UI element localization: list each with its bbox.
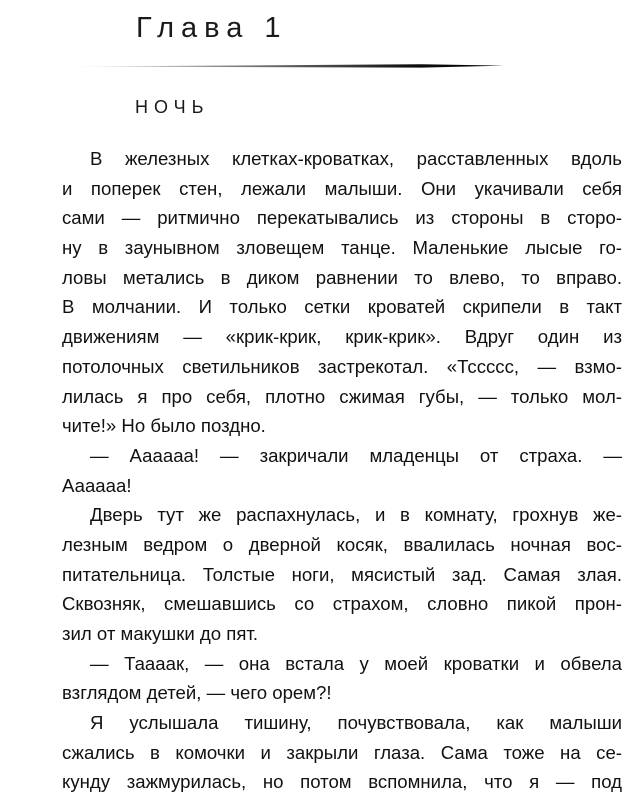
paragraph <box>62 441 622 500</box>
paragraph <box>62 708 622 797</box>
text-line: движениям — «крик-крик, крик-крик». Вдруг один из <box>62 326 622 348</box>
text-line: сами — ритмично перекатывались из стороны в сторо- <box>62 207 622 229</box>
section-title: НОЧЬ <box>135 97 210 117</box>
text-line: — Таааак, — она встала у моей кроватки и обвела <box>90 652 622 674</box>
paragraph <box>62 144 622 441</box>
text-line: ловы метались в диком равнении то влево, то вправо. <box>62 266 622 288</box>
text-line: питательница. Толстые ноги, мясистый зад. Самая злая. <box>62 563 622 585</box>
body-text <box>62 144 622 797</box>
text-line: Я услышала тишину, почувствовала, как малыши <box>90 712 622 734</box>
paragraph <box>62 649 622 708</box>
text-line: зил от макушки до пят. <box>62 623 259 644</box>
text-line: лезным ведром о дверной косяк, ввалилась ночная вос- <box>62 533 622 555</box>
text-line: чите!» Но было поздно. <box>62 415 266 437</box>
text-line: кунду зажмурилась, но потом вспомнила, что я — под <box>62 771 622 793</box>
text-line: — Аааааа! — закричали младенцы от страха. — <box>90 444 622 466</box>
text-line: В железных клетках-кроватках, расставленных вдоль <box>90 148 622 169</box>
text-line: лилась я про себя, плотно сжимая губы, — только мол- <box>62 385 622 407</box>
text-line: потолочных светильников застрекотал. «Тссссс, — взмо- <box>62 355 622 377</box>
text-line: сжались в комочки и закрыли глаза. Сама тоже на се- <box>62 741 622 763</box>
text-line: и поперек стен, лежали малыши. Они укачивали себя <box>62 177 622 199</box>
text-line: Сквозняк, смешавшись со страхом, словно пикой прон- <box>62 593 622 615</box>
text-line: Аааааа! <box>62 474 132 496</box>
text-line: взглядом детей, — чего орем?! <box>62 682 332 704</box>
paragraph <box>62 500 622 648</box>
text-line: ну в заунывном зловещем танце. Маленькие лысые го- <box>62 237 622 259</box>
text-line: В молчании. И только сетки кроватей скрипели в такт <box>62 296 622 318</box>
chapter-title: Глава 1 <box>136 12 288 44</box>
chapter-rule <box>62 62 504 70</box>
text-line: Дверь тут же распахнулась, и в комнату, грохнув же- <box>90 504 622 526</box>
